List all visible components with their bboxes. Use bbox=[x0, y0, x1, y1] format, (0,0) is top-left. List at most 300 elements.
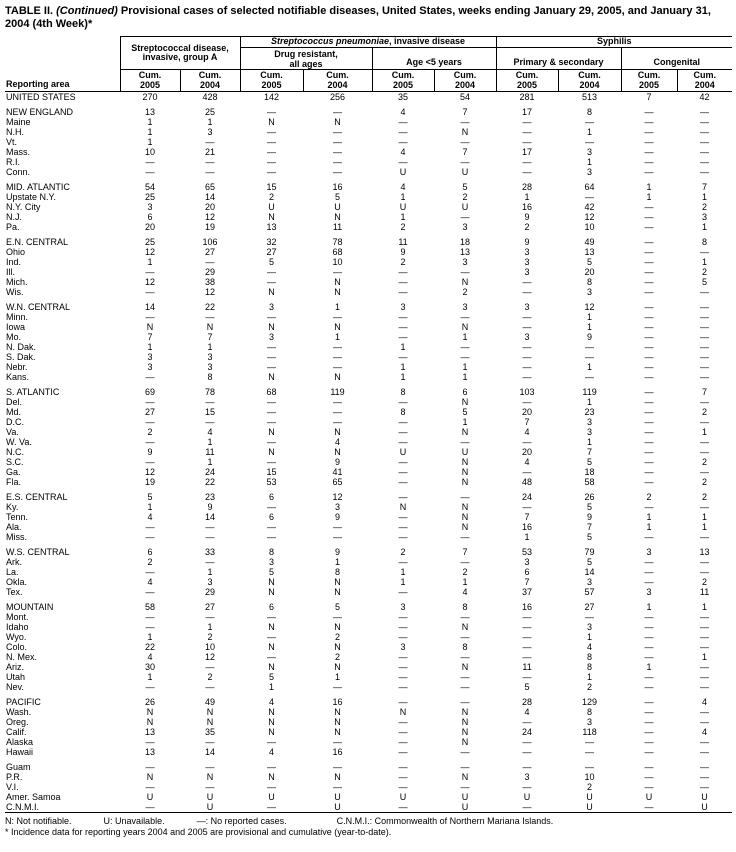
table-row bbox=[5, 247, 732, 257]
cell-value: 1 bbox=[147, 502, 153, 512]
cell-reporting-area: Alaska bbox=[6, 737, 34, 747]
cell-value: 3 bbox=[207, 362, 213, 372]
cell-value: — bbox=[398, 117, 408, 127]
title-continued: (Continued) bbox=[56, 5, 118, 17]
cell-value: 3 bbox=[147, 362, 153, 372]
cell-value: — bbox=[644, 387, 654, 397]
cell-value: — bbox=[460, 312, 470, 322]
cell-value: 1 bbox=[207, 437, 213, 447]
cell-value: U bbox=[461, 447, 469, 457]
cell-value: — bbox=[644, 772, 654, 782]
cell-value: — bbox=[522, 322, 532, 332]
cell-reporting-area: W.S. CENTRAL bbox=[6, 547, 70, 557]
col-header-cum-2005: Cum. 2005 bbox=[240, 70, 303, 92]
cell-value: — bbox=[644, 312, 654, 322]
cell-value: 5 bbox=[587, 557, 593, 567]
cell-value: 1 bbox=[587, 322, 593, 332]
cell-value: — bbox=[700, 372, 710, 382]
cell-value: 30 bbox=[144, 662, 155, 672]
cell-value: — bbox=[522, 747, 532, 757]
cell-reporting-area: W. Va. bbox=[6, 437, 32, 447]
cell-value: — bbox=[644, 447, 654, 457]
cell-value: — bbox=[700, 642, 710, 652]
cell-value: N bbox=[461, 502, 469, 512]
cell-value: 2 bbox=[587, 782, 593, 792]
cell-value: 8 bbox=[400, 387, 406, 397]
cell-reporting-area: Hawaii bbox=[6, 747, 34, 757]
cell-value: — bbox=[644, 397, 654, 407]
cell-value: — bbox=[145, 267, 155, 277]
cell-value: 11 bbox=[332, 222, 343, 232]
cell-value: 1 bbox=[400, 342, 406, 352]
cell-value: 5 bbox=[587, 502, 593, 512]
cell-value: 281 bbox=[519, 92, 535, 102]
cell-value: — bbox=[460, 342, 470, 352]
cell-value: 28 bbox=[522, 697, 533, 707]
cell-reporting-area: P.R. bbox=[6, 772, 23, 782]
cell-value: 1 bbox=[587, 362, 593, 372]
cell-value: — bbox=[145, 612, 155, 622]
cell-value: — bbox=[398, 427, 408, 437]
cell-value: — bbox=[460, 557, 470, 567]
cell-value: N bbox=[146, 322, 154, 332]
cell-value: 2 bbox=[400, 547, 406, 557]
table-footer bbox=[5, 812, 732, 838]
cell-value: 1 bbox=[646, 662, 652, 672]
table-row bbox=[5, 577, 732, 587]
cell-value: — bbox=[460, 747, 470, 757]
cell-value: N bbox=[334, 717, 341, 727]
cell-value: — bbox=[460, 492, 470, 502]
cell-value: — bbox=[644, 457, 654, 467]
cell-value: U bbox=[461, 202, 469, 212]
cell-value: 58 bbox=[144, 602, 155, 612]
cell-value: U bbox=[586, 792, 593, 802]
cell-value: 2 bbox=[702, 477, 708, 487]
cell-value: — bbox=[700, 612, 710, 622]
cell-value: 10 bbox=[584, 772, 595, 782]
cell-value: 18 bbox=[584, 467, 595, 477]
cell-value: — bbox=[700, 287, 710, 297]
cell-value: 13 bbox=[144, 107, 155, 117]
col-header-age-under5: Age <5 years bbox=[372, 48, 496, 70]
table-row bbox=[5, 167, 732, 177]
cell-reporting-area: Mont. bbox=[6, 612, 29, 622]
cell-reporting-area: Tex. bbox=[6, 587, 23, 597]
cell-value: 3 bbox=[400, 642, 406, 652]
cell-reporting-area: Idaho bbox=[6, 622, 29, 632]
cell-value: 3 bbox=[524, 247, 530, 257]
cell-value: — bbox=[644, 502, 654, 512]
cell-value: U bbox=[645, 792, 653, 802]
cell-value: — bbox=[205, 762, 215, 772]
table-row bbox=[5, 557, 732, 567]
cell-reporting-area: UNITED STATES bbox=[6, 92, 76, 102]
cell-value: N bbox=[334, 587, 341, 597]
cell-value: N bbox=[461, 662, 469, 672]
cell-value: — bbox=[205, 612, 215, 622]
cell-value: 5 bbox=[269, 567, 275, 577]
cell-value: — bbox=[333, 522, 343, 532]
cell-value: 57 bbox=[584, 587, 595, 597]
cell-reporting-area: N.Y. City bbox=[6, 202, 41, 212]
cell-value: N bbox=[399, 707, 407, 717]
cell-reporting-area: Ky. bbox=[6, 502, 19, 512]
cell-reporting-area: E.N. CENTRAL bbox=[6, 237, 69, 247]
cell-value: 42 bbox=[699, 92, 710, 102]
cell-value: U bbox=[461, 167, 469, 177]
cell-value: 3 bbox=[587, 577, 593, 587]
cell-value: — bbox=[700, 467, 710, 477]
cell-value: 68 bbox=[332, 247, 343, 257]
table-row bbox=[5, 467, 732, 477]
table-row bbox=[5, 287, 732, 297]
cell-value: 1 bbox=[147, 672, 153, 682]
cell-value: — bbox=[644, 237, 654, 247]
cell-value: 8 bbox=[587, 707, 593, 717]
cell-value: 27 bbox=[584, 602, 595, 612]
cell-value: 1 bbox=[400, 567, 406, 577]
cell-value: — bbox=[700, 137, 710, 147]
cell-value: 16 bbox=[332, 182, 343, 192]
cell-value: 37 bbox=[522, 587, 533, 597]
cell-value: — bbox=[700, 157, 710, 167]
cell-value: 3 bbox=[400, 602, 406, 612]
cell-value: 7 bbox=[462, 107, 468, 117]
cell-value: — bbox=[644, 417, 654, 427]
cell-value: — bbox=[700, 772, 710, 782]
cell-reporting-area: S. Dak. bbox=[6, 352, 36, 362]
cell-value: U bbox=[523, 792, 531, 802]
cell-value: 49 bbox=[205, 697, 216, 707]
cell-value: — bbox=[267, 457, 277, 467]
cell-value: 42 bbox=[584, 202, 595, 212]
cell-value: 1 bbox=[400, 372, 406, 382]
table-row bbox=[5, 407, 732, 417]
legend-item: C.N.M.I.: Commonwealth of Northern Mariana Islands. bbox=[336, 816, 554, 826]
cell-value: 7 bbox=[462, 147, 468, 157]
cell-value: 5 bbox=[335, 602, 341, 612]
cell-value: — bbox=[644, 632, 654, 642]
cell-value: N bbox=[268, 212, 275, 222]
cell-value: — bbox=[644, 127, 654, 137]
table-row bbox=[5, 212, 732, 222]
cell-value: 4 bbox=[400, 107, 406, 117]
cell-value: — bbox=[205, 662, 215, 672]
table-row bbox=[5, 237, 732, 247]
cell-value: — bbox=[398, 557, 408, 567]
cell-value: — bbox=[644, 577, 654, 587]
cell-value: 1 bbox=[462, 362, 468, 372]
cell-value: — bbox=[205, 522, 215, 532]
cell-value: 2 bbox=[646, 492, 652, 502]
cell-value: 8 bbox=[702, 237, 708, 247]
cell-value: — bbox=[700, 502, 710, 512]
cell-reporting-area: S. ATLANTIC bbox=[6, 387, 60, 397]
cell-value: — bbox=[700, 737, 710, 747]
cell-value: — bbox=[398, 437, 408, 447]
cell-value: 13 bbox=[699, 547, 710, 557]
cell-value: 3 bbox=[269, 302, 275, 312]
table-row bbox=[5, 267, 732, 277]
table-row bbox=[5, 762, 732, 772]
cell-value: 21 bbox=[205, 147, 216, 157]
table-row bbox=[5, 332, 732, 342]
cell-value: 1 bbox=[462, 332, 468, 342]
cell-value: 3 bbox=[207, 577, 213, 587]
cell-reporting-area: Ill. bbox=[6, 267, 15, 277]
cell-value: 20 bbox=[144, 222, 155, 232]
cell-value: — bbox=[398, 697, 408, 707]
cell-value: N bbox=[268, 372, 275, 382]
cell-value: — bbox=[398, 312, 408, 322]
cell-value: — bbox=[267, 352, 277, 362]
table-row bbox=[5, 567, 732, 577]
cell-value: N bbox=[461, 277, 469, 287]
cell-value: N bbox=[461, 322, 469, 332]
cell-value: — bbox=[267, 737, 277, 747]
cell-value: — bbox=[522, 167, 532, 177]
cell-value: — bbox=[333, 362, 343, 372]
cell-value: U bbox=[701, 802, 708, 812]
cell-value: 3 bbox=[587, 717, 593, 727]
cell-value: — bbox=[205, 417, 215, 427]
cell-value: 2 bbox=[702, 577, 708, 587]
cell-value: 11 bbox=[522, 662, 532, 672]
cell-value: 270 bbox=[142, 92, 158, 102]
cell-value: 1 bbox=[400, 212, 406, 222]
cell-value: 10 bbox=[584, 222, 595, 232]
cell-value: 1 bbox=[269, 682, 275, 692]
cell-value: — bbox=[644, 362, 654, 372]
col-header-drug-resistant bbox=[240, 48, 372, 70]
cell-value: — bbox=[644, 437, 654, 447]
cell-value: — bbox=[644, 332, 654, 342]
table-row bbox=[5, 587, 732, 597]
cell-value: — bbox=[460, 762, 470, 772]
cell-value: — bbox=[644, 222, 654, 232]
cell-value: — bbox=[398, 747, 408, 757]
cell-value: 23 bbox=[584, 407, 595, 417]
cell-value: N bbox=[334, 287, 341, 297]
cell-value: 3 bbox=[269, 557, 275, 567]
cell-value: — bbox=[585, 352, 595, 362]
cell-value: 16 bbox=[332, 747, 343, 757]
table-row bbox=[5, 502, 732, 512]
cell-value: — bbox=[522, 157, 532, 167]
cell-value: — bbox=[398, 782, 408, 792]
cell-value: 1 bbox=[147, 257, 153, 267]
cell-value: — bbox=[398, 477, 408, 487]
cell-value: 3 bbox=[462, 302, 468, 312]
cell-value: — bbox=[460, 672, 470, 682]
cell-value: 19 bbox=[205, 222, 216, 232]
cell-value: — bbox=[700, 362, 710, 372]
cell-value: — bbox=[644, 727, 654, 737]
cell-reporting-area: Ohio bbox=[6, 247, 26, 257]
cell-value: — bbox=[700, 332, 710, 342]
cell-value: N bbox=[206, 772, 214, 782]
table-row bbox=[5, 792, 732, 802]
cell-value: 1 bbox=[587, 157, 593, 167]
col-header-pneumoniae bbox=[240, 37, 496, 48]
cell-value: 28 bbox=[522, 182, 533, 192]
cell-value: U bbox=[334, 792, 341, 802]
cell-value: N bbox=[334, 577, 341, 587]
cell-value: 9 bbox=[587, 332, 593, 342]
cell-reporting-area: R.I. bbox=[6, 157, 21, 167]
cell-reporting-area: E.S. CENTRAL bbox=[6, 492, 68, 502]
cell-value: — bbox=[700, 312, 710, 322]
table-row bbox=[5, 127, 732, 137]
cell-reporting-area: Kans. bbox=[6, 372, 30, 382]
cell-reporting-area: Guam bbox=[6, 762, 31, 772]
cell-value: 27 bbox=[205, 602, 216, 612]
cell-value: N bbox=[334, 622, 341, 632]
cell-value: 2 bbox=[335, 652, 341, 662]
cell-value: — bbox=[333, 312, 343, 322]
cell-value: 513 bbox=[582, 92, 598, 102]
cell-reporting-area: Fla. bbox=[6, 477, 22, 487]
cell-value: — bbox=[398, 522, 408, 532]
cell-value: 12 bbox=[144, 247, 155, 257]
cell-value: 35 bbox=[398, 92, 409, 102]
cell-value: — bbox=[333, 397, 343, 407]
cell-value: 1 bbox=[335, 672, 341, 682]
table-row bbox=[5, 707, 732, 717]
table-body bbox=[5, 92, 732, 813]
cell-value: — bbox=[398, 682, 408, 692]
cell-value: 7 bbox=[462, 547, 468, 557]
cell-value: — bbox=[585, 762, 595, 772]
footnote: * Incidence data for reporting years 2004 and 2005 are provisional and cumulative (year-to-date). bbox=[5, 827, 392, 837]
cell-value: — bbox=[267, 532, 277, 542]
cell-value: 1 bbox=[702, 222, 708, 232]
cell-value: — bbox=[644, 212, 654, 222]
cell-value: 12 bbox=[144, 467, 155, 477]
cell-value: — bbox=[145, 457, 155, 467]
table-row bbox=[5, 727, 732, 737]
cell-value: 5 bbox=[147, 492, 153, 502]
cell-value: — bbox=[145, 737, 155, 747]
cell-value: N bbox=[461, 397, 469, 407]
cell-value: 119 bbox=[582, 387, 597, 397]
cell-value: 8 bbox=[587, 662, 593, 672]
cell-value: N bbox=[334, 277, 341, 287]
cell-value: 3 bbox=[462, 257, 468, 267]
table-row bbox=[5, 602, 732, 612]
cell-value: — bbox=[398, 137, 408, 147]
cell-value: 26 bbox=[144, 697, 155, 707]
cell-reporting-area: Ga. bbox=[6, 467, 21, 477]
cell-value: — bbox=[644, 322, 654, 332]
table-row bbox=[5, 782, 732, 792]
cell-value: 1 bbox=[524, 532, 530, 542]
cell-value: 8 bbox=[462, 642, 468, 652]
cell-reporting-area: Iowa bbox=[6, 322, 26, 332]
cell-value: 6 bbox=[462, 387, 468, 397]
cell-value: 16 bbox=[522, 522, 533, 532]
table-row bbox=[5, 312, 732, 322]
cell-value: 14 bbox=[584, 567, 595, 577]
cell-value: 1 bbox=[207, 117, 213, 127]
cell-value: N bbox=[146, 717, 154, 727]
col-header-cum-2005: Cum. 2005 bbox=[372, 70, 434, 92]
cell-value: — bbox=[145, 167, 155, 177]
table-row bbox=[5, 387, 732, 397]
cell-value: — bbox=[522, 737, 532, 747]
cell-reporting-area: N.J. bbox=[6, 212, 23, 222]
legend-item: U: Unavailable. bbox=[103, 816, 165, 826]
cell-value: — bbox=[398, 277, 408, 287]
cell-reporting-area: Calif. bbox=[6, 727, 27, 737]
cell-value: 9 bbox=[524, 237, 530, 247]
cell-value: 64 bbox=[584, 182, 595, 192]
cell-value: — bbox=[267, 107, 277, 117]
table-row bbox=[5, 257, 732, 267]
cell-value: — bbox=[522, 342, 532, 352]
cell-value: N bbox=[206, 322, 214, 332]
cell-value: N bbox=[268, 287, 275, 297]
table-row bbox=[5, 662, 732, 672]
cell-reporting-area: Vt. bbox=[6, 137, 18, 147]
cell-value: — bbox=[333, 267, 343, 277]
cell-value: 10 bbox=[332, 257, 343, 267]
cell-reporting-area: Tenn. bbox=[6, 512, 29, 522]
table-row bbox=[5, 322, 732, 332]
cell-value: 41 bbox=[332, 467, 343, 477]
table-row bbox=[5, 802, 732, 812]
cell-value: — bbox=[398, 352, 408, 362]
cell-value: 7 bbox=[587, 447, 593, 457]
cell-value: 2 bbox=[702, 457, 708, 467]
cell-value: 3 bbox=[587, 622, 593, 632]
cell-value: 1 bbox=[462, 417, 468, 427]
cell-value: — bbox=[460, 612, 470, 622]
cell-value: 2 bbox=[702, 267, 708, 277]
cell-value: 1 bbox=[207, 567, 213, 577]
cell-value: 49 bbox=[584, 237, 595, 247]
cell-value: U bbox=[399, 792, 407, 802]
table-row bbox=[5, 117, 732, 127]
cell-value: N bbox=[334, 447, 341, 457]
cell-value: — bbox=[460, 352, 470, 362]
cell-value: — bbox=[522, 782, 532, 792]
cell-value: 1 bbox=[207, 457, 213, 467]
cell-value: N bbox=[206, 707, 214, 717]
cell-value: — bbox=[522, 717, 532, 727]
cell-value: — bbox=[205, 682, 215, 692]
cell-value: 9 bbox=[400, 247, 406, 257]
cell-value: — bbox=[700, 322, 710, 332]
cell-value: 3 bbox=[646, 547, 652, 557]
col-header-cum-2005: Cum. 2005 bbox=[496, 70, 558, 92]
cell-value: 1 bbox=[646, 602, 652, 612]
cell-reporting-area: Miss. bbox=[6, 532, 27, 542]
cell-reporting-area: Wash. bbox=[6, 707, 32, 717]
cell-value: 3 bbox=[524, 302, 530, 312]
cell-value: — bbox=[700, 662, 710, 672]
cell-value: 1 bbox=[702, 512, 708, 522]
cell-value: — bbox=[267, 342, 277, 352]
cell-value: — bbox=[644, 747, 654, 757]
cell-value: — bbox=[700, 117, 710, 127]
table-row bbox=[5, 277, 732, 287]
cell-value: 22 bbox=[205, 302, 216, 312]
cell-value: — bbox=[333, 782, 343, 792]
cell-value: — bbox=[644, 717, 654, 727]
cell-value: N bbox=[268, 117, 275, 127]
